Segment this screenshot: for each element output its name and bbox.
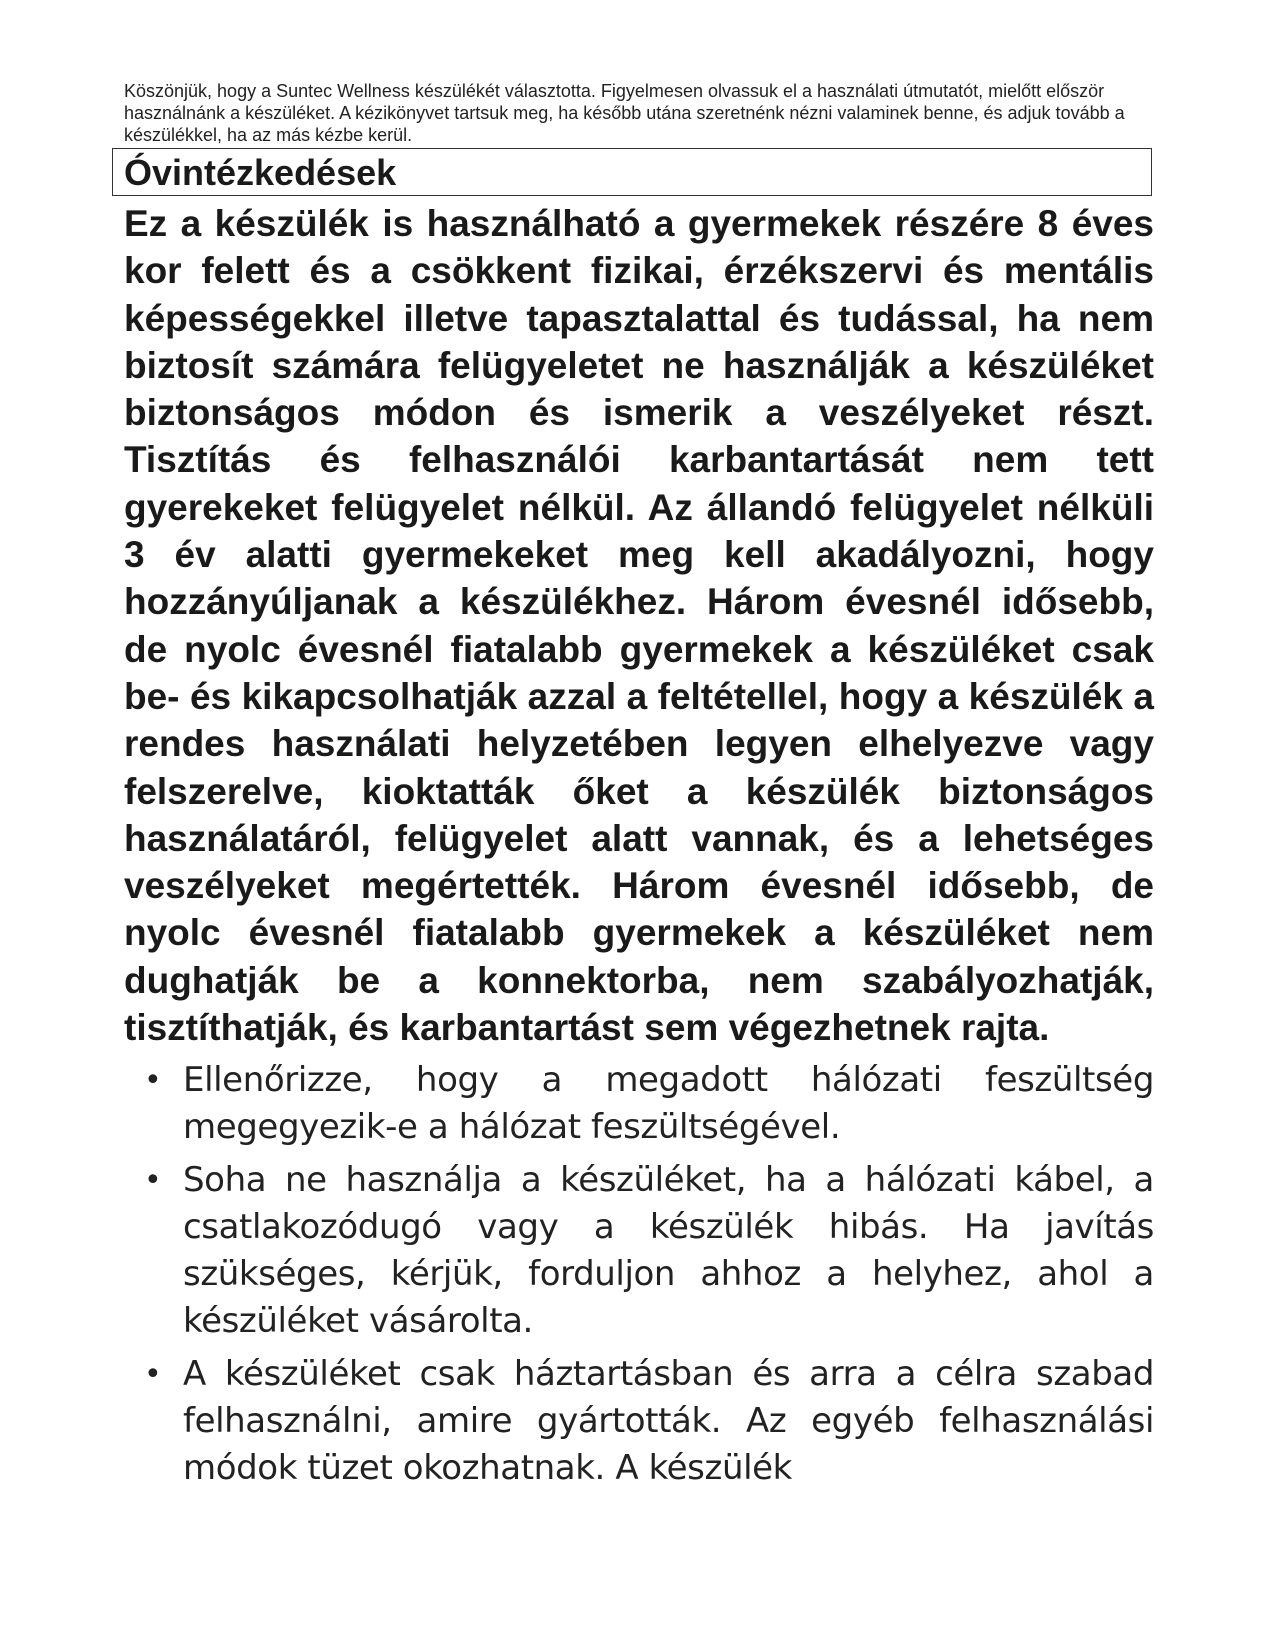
list-item-text: Soha ne használja a készüléket, ha a hálózati kábel, a csatlakozódugó vagy a készülék hibás. Ha javítás szükséges, kérjük, forduljon ahhoz a helyhez, ahol a készüléket vásárolta.: [183, 1160, 1154, 1342]
list-item-text: Ellenőrizze, hogy a megadott hálózati feszültség megegyezik-e a hálózat feszültségével.: [183, 1060, 1154, 1148]
list-item-text: A készüléket csak háztartásban és arra a célra szabad felhasználni, amire gyártották. Az egyéb felhasználási módok tüzet okozhatnak. A készülék: [183, 1354, 1154, 1489]
section-header-box: [112, 148, 1152, 196]
list-item: [124, 1057, 1154, 1151]
section-title: Óvintézkedések: [124, 152, 397, 193]
intro-paragraph: Köszönjük, hogy a Suntec Wellness készülékét választotta. Figyelmesen olvassuk el a használati útmutatót, mielőtt először használnánk a készüléket. A kézikönyvet tartsuk meg, ha később utána szeretnénk nézni valaminek benne, és adjuk tovább a készülékkel, ha az más kézbe kerül.: [124, 81, 1125, 145]
document-page: [124, 80, 1154, 1498]
bullet-icon: •: [144, 1063, 162, 1099]
bullet-icon: •: [144, 1357, 162, 1393]
precautions-list: [124, 1057, 1154, 1492]
bullet-icon: •: [144, 1163, 162, 1199]
list-item: [124, 1351, 1154, 1492]
child-safety-warning: Ez a készülék is használható a gyermekek részére 8 éves kor felett és a csökkent fizikai, érzékszervi és mentális képességekkel illetve tapasztalattal és tudással, ha nem biztosít számára felügyeletet ne használják a készüléket biztonságos módon és ismerik a veszélyeket részt. Tisztítás és felhasználói karbantartását nem tett gyerekeket felügyelet nélkül. Az állandó felügyelet nélküli 3 év alatti gyermekeket meg kell akadályozni, hogy hozzányúljanak a készülékhez. Három évesnél idősebb, de nyolc évesnél fiatalabb gyermekek a készüléket csak be- és kikapcsolhatják azzal a feltétellel, hogy a készülék a rendes használati helyzetében legyen elhelyezve vagy felszerelve, kioktatták őket a készülék biztonságos használatáról, felügyelet alatt vannak, és a lehetséges veszélyeket megértették. Három évesnél idősebb, de nyolc évesnél fiatalabb gyermekek a készüléket nem dughatják be a konnektorba, nem szabályozhatják, tisztíthatják, és karbantartást sem végezhetnek rajta.: [124, 203, 1154, 1049]
list-item: [124, 1157, 1154, 1345]
